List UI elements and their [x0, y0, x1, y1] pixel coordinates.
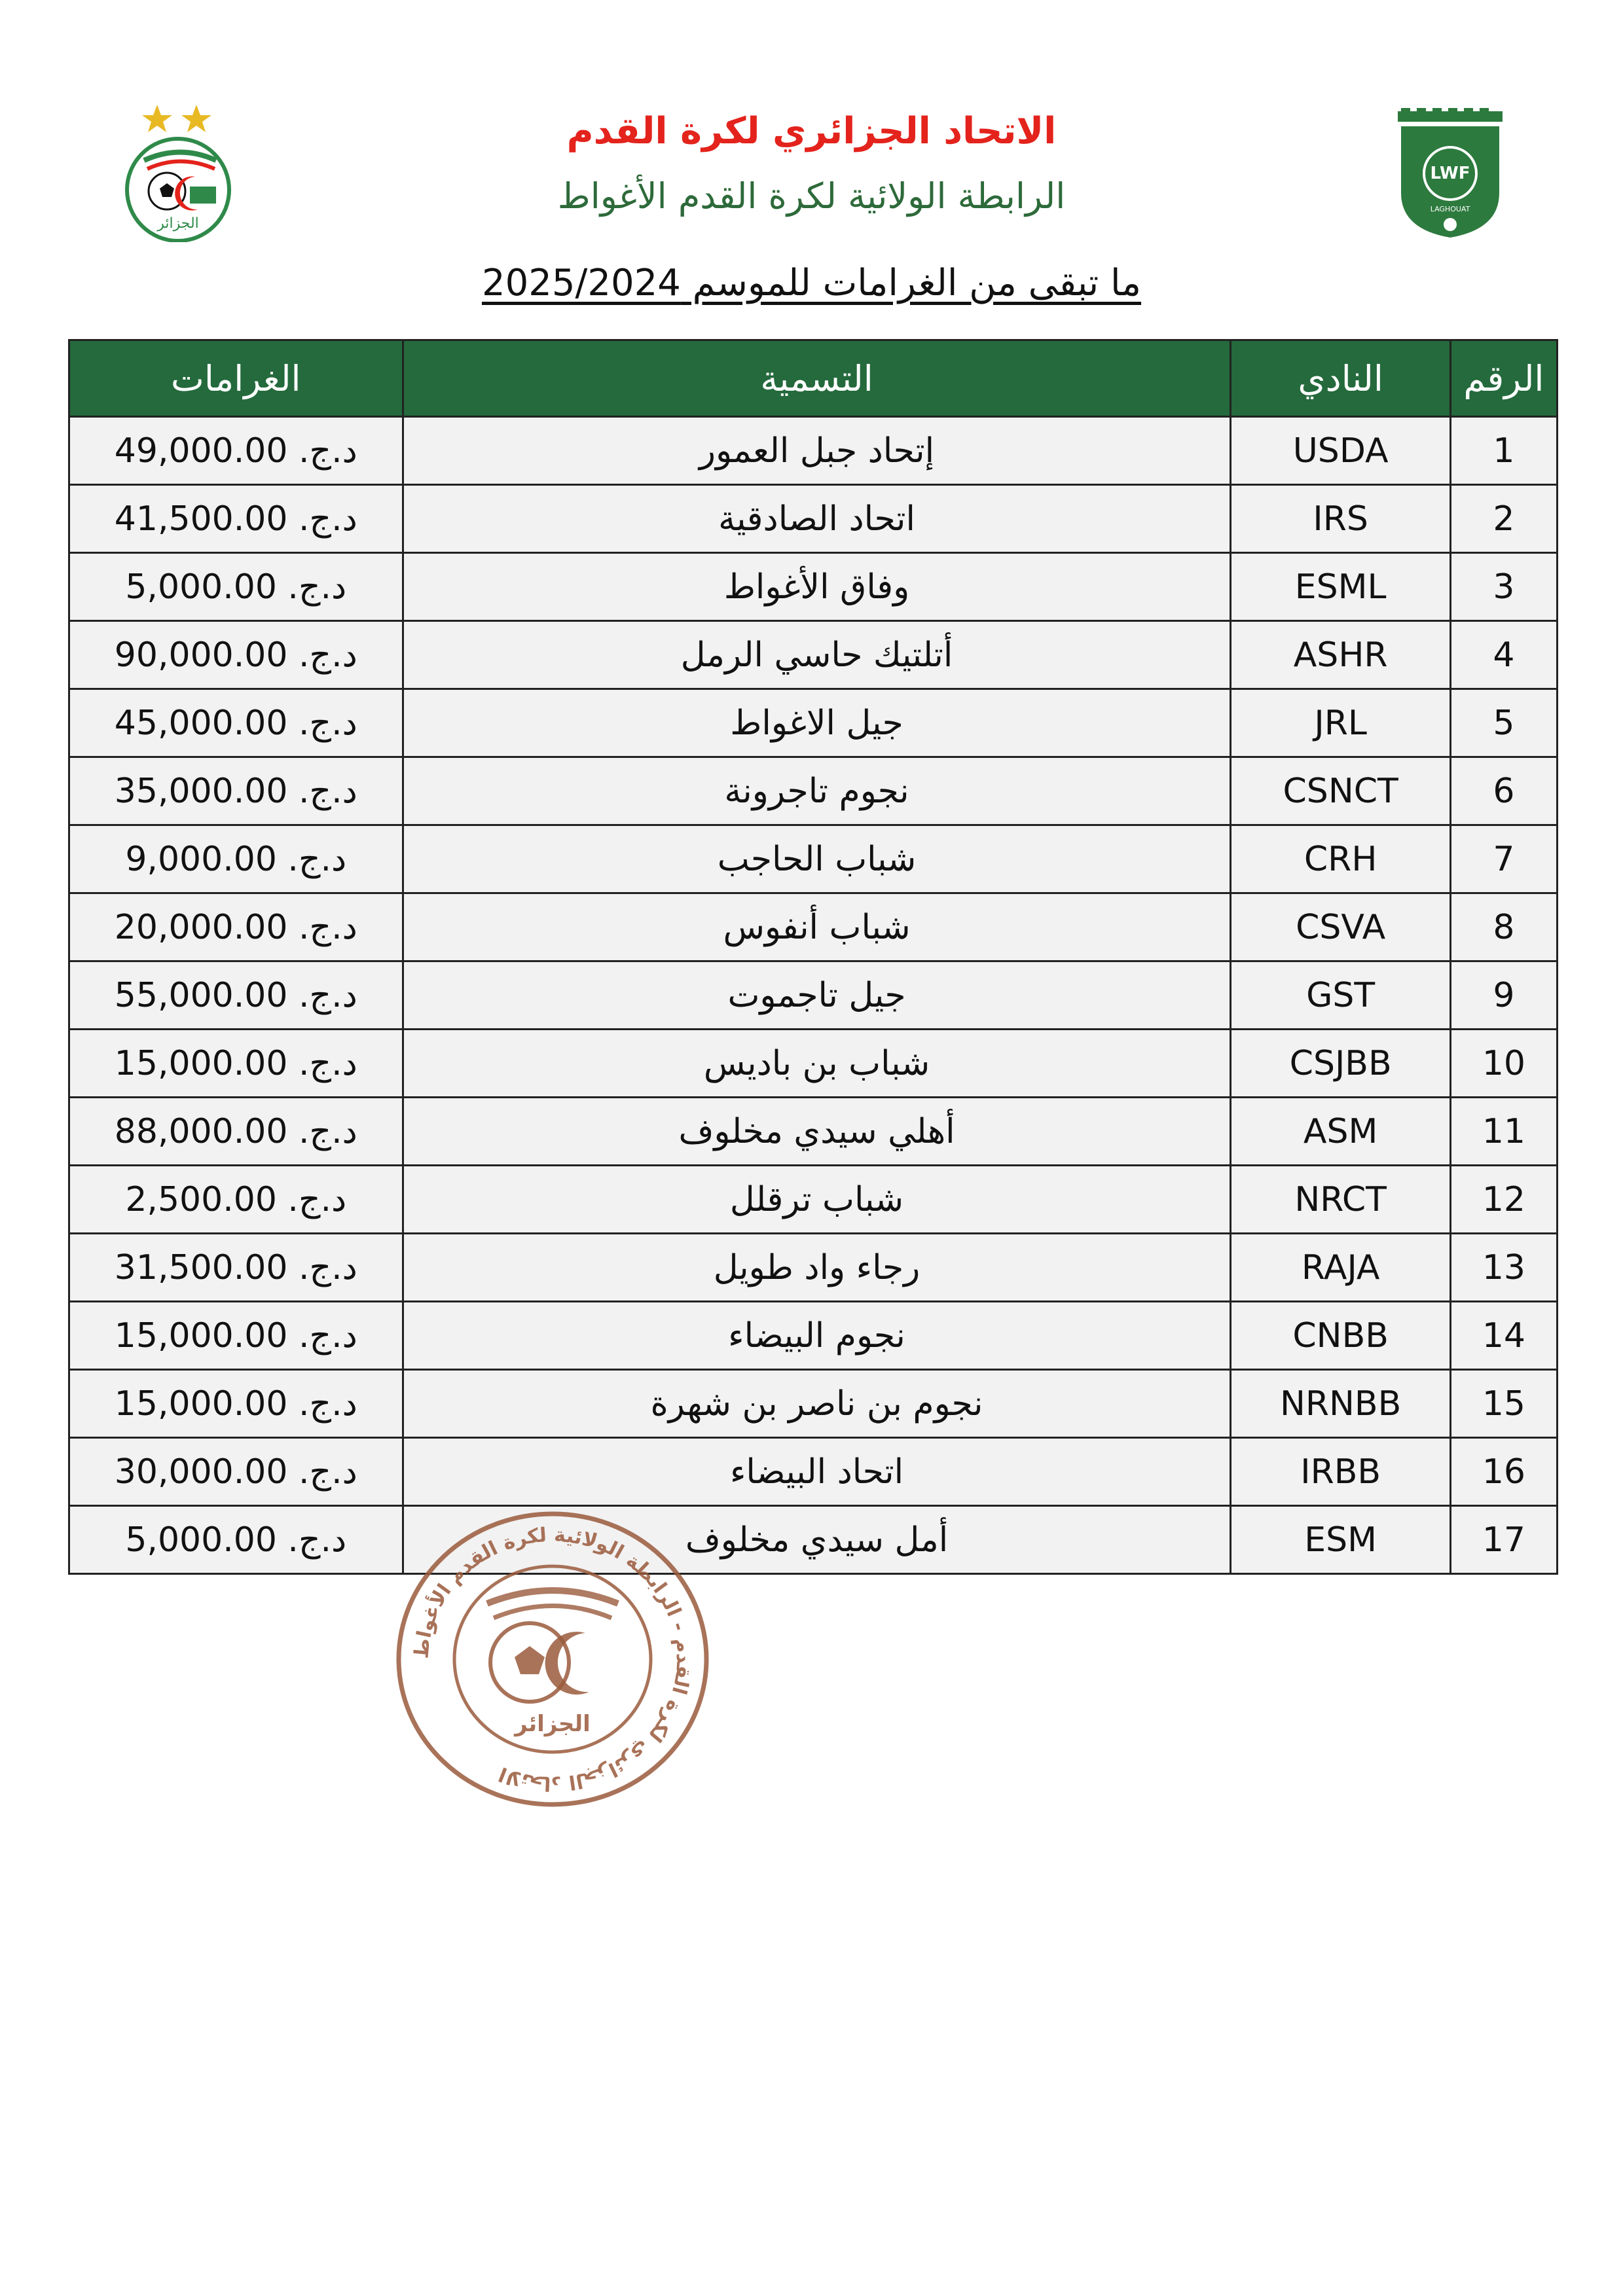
fine-cell: د.ج. 5,000.00 [69, 553, 403, 621]
official-stamp-icon [389, 1505, 716, 1813]
name-cell: شباب أنفوس [403, 893, 1231, 961]
name-cell: إتحاد جبل العمور [403, 417, 1231, 485]
number-cell: 11 [1450, 1098, 1557, 1166]
number-cell: 1 [1450, 417, 1557, 485]
number-cell: 8 [1450, 893, 1557, 961]
federation-title: الاتحاد الجزائري لكرة القدم [566, 110, 1057, 152]
table-row [69, 825, 1558, 893]
fine-cell: د.ج. 15,000.00 [69, 1370, 403, 1438]
fine-cell: د.ج. 15,000.00 [69, 1030, 403, 1098]
club-cell: CSJBB [1231, 1030, 1450, 1098]
official-stamp [389, 1505, 716, 1813]
table-row [69, 961, 1558, 1030]
column-header-number: الرقم [1450, 340, 1557, 417]
fine-cell: د.ج. 15,000.00 [69, 1302, 403, 1370]
number-cell: 6 [1450, 757, 1557, 825]
number-cell: 15 [1450, 1370, 1557, 1438]
name-cell: أمل سيدي مخلوف [403, 1506, 1231, 1574]
club-cell: ESM [1231, 1506, 1450, 1574]
fine-cell: د.ج. 55,000.00 [69, 961, 403, 1030]
club-cell: USDA [1231, 417, 1450, 485]
club-cell: IRBB [1231, 1438, 1450, 1506]
fine-cell: د.ج. 90,000.00 [69, 621, 403, 689]
fine-cell: د.ج. 45,000.00 [69, 689, 403, 757]
table-row [69, 553, 1558, 621]
column-header-name: التسمية [403, 340, 1231, 417]
number-cell: 17 [1450, 1506, 1557, 1574]
fine-cell: د.ج. 30,000.00 [69, 1438, 403, 1506]
number-cell: 16 [1450, 1438, 1557, 1506]
number-cell: 4 [1450, 621, 1557, 689]
fine-cell: د.ج. 9,000.00 [69, 825, 403, 893]
club-cell: NRNBB [1231, 1370, 1450, 1438]
table-header-row [69, 340, 1558, 417]
club-cell: ASHR [1231, 621, 1450, 689]
name-cell: جيل تاجموت [403, 961, 1231, 1030]
club-cell: GST [1231, 961, 1450, 1030]
svg-text:LWF: LWF [1430, 164, 1470, 183]
table-row [69, 1370, 1558, 1438]
club-cell: CRH [1231, 825, 1450, 893]
name-cell: جيل الاغواط [403, 689, 1231, 757]
number-cell: 5 [1450, 689, 1557, 757]
fines-table [68, 339, 1558, 1575]
club-cell: RAJA [1231, 1234, 1450, 1302]
name-cell: أتلتيك حاسي الرمل [403, 621, 1231, 689]
name-cell: نجوم تاجرونة [403, 757, 1231, 825]
club-cell: ESML [1231, 553, 1450, 621]
fine-cell: د.ج. 5,000.00 [69, 1506, 403, 1574]
name-cell: أهلي سيدي مخلوف [403, 1098, 1231, 1166]
number-cell: 7 [1450, 825, 1557, 893]
club-cell: IRS [1231, 485, 1450, 553]
table-row [69, 1506, 1558, 1574]
fine-cell: د.ج. 2,500.00 [69, 1166, 403, 1234]
club-cell: CNBB [1231, 1302, 1450, 1370]
table-row [69, 1302, 1558, 1370]
club-cell: NRCT [1231, 1166, 1450, 1234]
number-cell: 10 [1450, 1030, 1557, 1098]
table-row [69, 417, 1558, 485]
name-cell: شباب ترقلل [403, 1166, 1231, 1234]
number-cell: 3 [1450, 553, 1557, 621]
club-cell: CSNCT [1231, 757, 1450, 825]
fine-cell: د.ج. 41,500.00 [69, 485, 403, 553]
document-title [0, 262, 1623, 304]
table-row [69, 1234, 1558, 1302]
club-cell: ASM [1231, 1098, 1450, 1166]
fine-cell: د.ج. 20,000.00 [69, 893, 403, 961]
number-cell: 12 [1450, 1166, 1557, 1234]
name-cell: شباب الحاجب [403, 825, 1231, 893]
name-cell: نجوم بن ناصر بن شهرة [403, 1370, 1231, 1438]
column-header-club: النادي [1231, 340, 1450, 417]
fine-cell: د.ج. 35,000.00 [69, 757, 403, 825]
svg-text:LAGHOUAT: LAGHOUAT [1430, 205, 1470, 213]
table-row [69, 1098, 1558, 1166]
table-row [69, 1438, 1558, 1506]
name-cell: رجاء واد طويل [403, 1234, 1231, 1302]
svg-text:الاتحاد الجزائري لكرة القدم -: الاتحاد الجزائري لكرة القدم - الرابطة الولائية لكرة القدم الأغواط [410, 1523, 695, 1795]
number-cell: 14 [1450, 1302, 1557, 1370]
name-cell: وفاق الأغواط [403, 553, 1231, 621]
number-cell: 9 [1450, 961, 1557, 1030]
fine-cell: د.ج. 88,000.00 [69, 1098, 403, 1166]
table-row [69, 757, 1558, 825]
table-row [69, 485, 1558, 553]
name-cell: اتحاد الصادقية [403, 485, 1231, 553]
number-cell: 2 [1450, 485, 1557, 553]
svg-text:الجزائر: الجزائر [157, 215, 199, 232]
document-title-text: ما تبقى من الغرامات للموسم 2025/2024 [481, 262, 1142, 304]
table-row [69, 893, 1558, 961]
table-row [69, 1166, 1558, 1234]
column-header-fine: الغرامات [69, 340, 403, 417]
club-cell: JRL [1231, 689, 1450, 757]
table-row [69, 1030, 1558, 1098]
name-cell: نجوم البيضاء [403, 1302, 1231, 1370]
table-row [69, 621, 1558, 689]
table-row [69, 689, 1558, 757]
fine-cell: د.ج. 31,500.00 [69, 1234, 403, 1302]
name-cell: شباب بن باديس [403, 1030, 1231, 1098]
league-title: الرابطة الولائية لكرة القدم الأغواط [557, 175, 1066, 217]
number-cell: 13 [1450, 1234, 1557, 1302]
svg-text:الجزائر: الجزائر [515, 1711, 591, 1737]
club-cell: CSVA [1231, 893, 1450, 961]
name-cell: اتحاد البيضاء [403, 1438, 1231, 1506]
fine-cell: د.ج. 49,000.00 [69, 417, 403, 485]
